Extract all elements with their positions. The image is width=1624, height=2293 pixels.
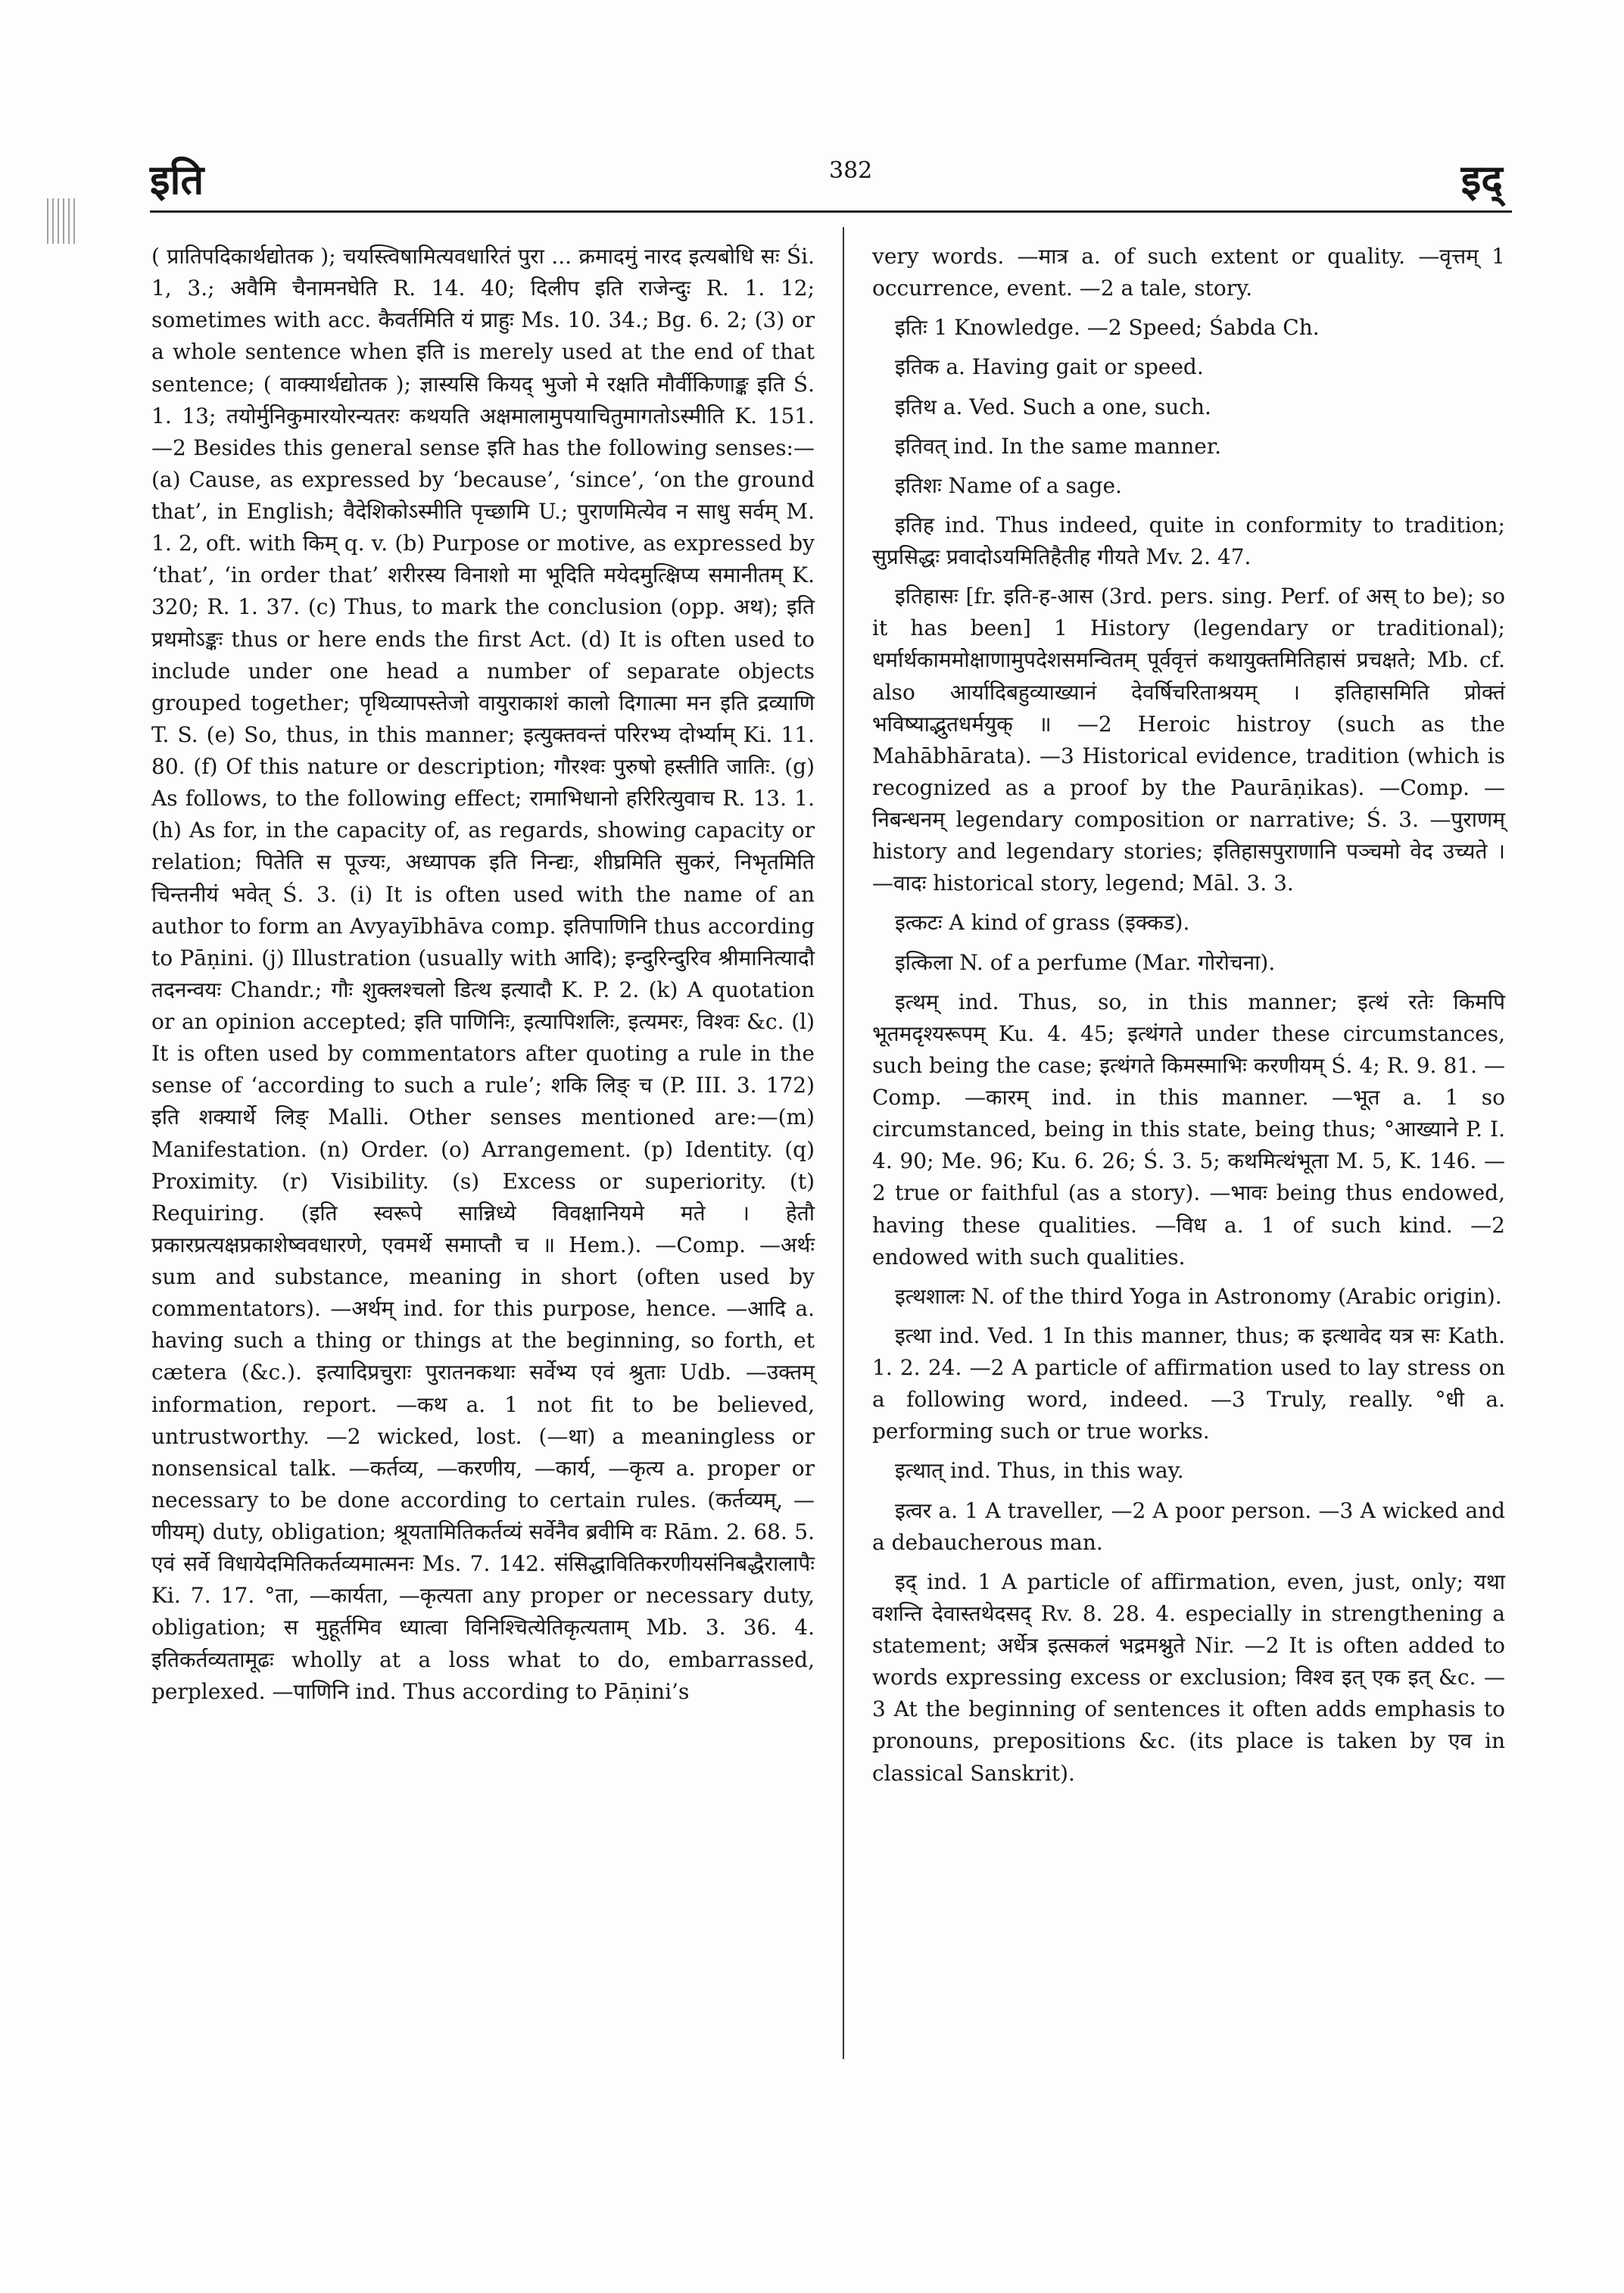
column-divider: [843, 227, 844, 2059]
dictionary-entry-continuation: very words. —मात्र a. of such extent or quality. —वृत्तम् 1 occurrence, event. —2 a tale, story.: [872, 244, 1505, 301]
dictionary-entry: इतिह ind. Thus indeed, quite in conformity to tradition; सुप्रसिद्धः प्रवादोऽयमितिहैतीह गीयते Mv. 2. 47.: [872, 512, 1505, 569]
margin-binding-marks: [47, 198, 77, 244]
dictionary-entry: इत्था ind. Ved. 1 In this manner, thus; क इत्थावेद यत्र सः Kath. 1. 2. 24. —2 A particle of affirmation used to lay stress on a following word, indeed. —3 Truly, really. °धी a. performing such or true works.: [872, 1323, 1505, 1444]
left-column-text: ( प्रातिपदिकार्थद्योतक ); चयस्त्विषामित्यवधारितं पुरा ... क्रमादमुं नारद इत्यबोधि सः Śi. 1, 3.; अवैमि चैनामनघेति R. 14. 40; दिलीप इति राजेन्दुः R. 1. 12; sometimes with acc. कैवर्तमिति यं प्राहुः Ms. 10. 34.; Bg. 6. 2; (3) or a whole sentence when इति is merely used at the end of that sentence; ( वाक्यार्थद्योतक ); ज्ञास्यसि कियद् भुजो मे रक्षति मौर्वीकिणाङ्क इति Ś. 1. 13; तयोर्मुनिकुमारयोरन्यतरः कथयति अक्षमालामुपयाचितुमागतोऽस्मीति K. 151. —2 Besides this general sense इति has the following senses:—(a) Cause, as expressed by ‘because’, ‘since’, ‘on the ground that’, in English; वैदेशिकोऽस्मीति पृच्छामि U.; पुराणमित्येव न साधु सर्वम् M. 1. 2, oft. with किम् q. v. (b) Purpose or motive, as expressed by ‘that’, ‘in order that’ शरीरस्य विनाशो मा भूदिति मयेदमुत्क्षिप्य समानीतम् K. 320; R. 1. 37. (c) Thus, to mark the conclusion (opp. अथ); इति प्रथमोऽङ्कः thus or here ends the first Act. (d) It is often used to include under one head a number of separate objects grouped together; पृथिव्यापस्तेजो वायुराकाशं कालो दिगात्मा मन इति द्रव्याणि T. S. (e) So, thus, in this manner; इत्युक्तवन्तं परिरभ्य दोर्भ्याम् Ki. 11. 80. (f) Of this nature or description; गौरश्वः पुरुषो हस्तीति जातिः. (g) As follows, to the following effect; रामाभिधानो हरिरित्युवाच R. 13. 1. (h) As for, in the capacity of, as regards, showing capacity or relation; पितेति स पूज्यः, अध्यापक इति निन्द्यः, शीघ्रमिति सुकरं, निभृतमिति चिन्तनीयं भवेत् Ś. 3. (i) It is often used with the name of an author to form an Avyayībhāva comp. इतिपाणिनि thus according to Pāṇini. (j) Illustration (usually with आदि); इन्दुरिन्दुरिव श्रीमानित्यादौ तदनन्वयः Chandr.; गौः शुक्लश्चलो डित्थ इत्यादौ K. P. 2. (k) A quotation or an opinion accepted; इति पाणिनिः, इत्यापिशलिः, इत्यमरः, विश्वः &c. (l) It is often used by commentators after quoting a rule in the sense of ‘according to such a rule’; शकि लिङ् च (P. III. 3. 172) इति शक्यार्थे लिङ् Malli. Other senses mentioned are:—(m) Manifestation. (n) Order. (o) Arrangement. (p) Identity. (q) Proximity. (r) Visibility. (s) Excess or superiority. (t) Requiring. (इति स्वरूपे सान्निध्ये विवक्षानियमे मते । हेतौ प्रकारप्रत्यक्षप्रकाशेष्ववधारणे, एवमर्थे समाप्तौ च ॥ Hem.). —Comp. —अर्थः sum and substance, meaning in short (often used by commentators). —अर्थम् ind. for this purpose, hence. —आदि a. having such a thing or things at the beginning, so forth, et cætera (&c.). इत्यादिप्रचुराः पुरातनकथाः सर्वेभ्य एवं श्रुताः Udb. —उक्तम् information, report. —कथ a. 1 not fit to be believed, untrustworthy. —2 wicked, lost. (—था) a meaningless or nonsensical talk. —कर्तव्य, —करणीय, —कार्य, —कृत्य a. proper or necessary to be done according to certain rules. (कर्तव्यम्, —णीयम्) duty, obligation; श्रूयतामितिकर्तव्यं सर्वेनैव ब्रवीमि वः Rām. 2. 68. 5. एवं सर्वे विधायेदमितिकर्तव्यमात्मनः Ms. 7. 142. संसिद्धावितिकरणीयसंनिबद्धैरालापैः Ki. 7. 17. °ता, —कार्यता, —कृत्यता any proper or necessary duty, obligation; स मुहूर्तमिव ध्यात्वा विनिश्चित्येतिकृत्यताम् Mb. 3. 36. 4. इतिकर्तव्यतामूढः wholly at a loss what to do, embarrassed, perplexed. —पाणिनि ind. Thus according to Pāṇini’s: [151, 244, 815, 1704]
dictionary-entry: इत्थात् ind. Thus, in this way.: [895, 1458, 1184, 1484]
header-guide-word-right: इद्: [1460, 155, 1503, 204]
dictionary-entry: इतिहासः [fr. इति-ह-आस (3rd. pers. sing. Perf. of अस् to be); so it has been] 1 History (legendary or traditional); धर्मार्थकाममोक्षाणामुपदेशसमन्वितम् पूर्ववृत्तं कथायुक्तमितिहासं प्रचक्षते; Mb. cf. also आर्यादिबहुव्याख्यानं देवर्षिचरिताश्रयम् । इतिहासमिति प्रोक्तं भविष्याद्भुतधर्मयुक् ॥ —2 Heroic histroy (such as the Mahābhārata). —3 Historical evidence, tradition (which is recognized as a proof by the Paurāṇikas). —Comp. —निबन्धनम् legendary composition or narrative; Ś. 3. —पुराणम् history and legendary stories; इतिहासपुराणानि पञ्चमो वेद उच्यते । —वादः historical story, legend; Māl. 3. 3.: [872, 584, 1505, 896]
header-rule: [150, 210, 1512, 213]
dictionary-entry: इत्थशालः N. of the third Yoga in Astronomy (Arabic origin).: [895, 1283, 1502, 1309]
dictionary-entry: इद् ind. 1 A particle of affirmation, even, just, only; यथा वशन्ति देवास्तथेदसद् Rv. 8. 28. 4. especially in strengthening a statement; अर्धेत्र इत्सकलं भद्रमश्नुते Nir. —2 It is often added to words expressing excess or exclusion; विश्व इत् एक इत् &c. —3 At the beginning of sentences it often adds emphasis to pronouns, prepositions &c. (its place is taken by एव in classical Sanskrit).: [872, 1569, 1505, 1786]
left-column: [151, 241, 815, 1708]
page-number: 382: [829, 157, 873, 184]
dictionary-entry: इत्किला N. of a perfume (Mar. गोरोचना).: [895, 949, 1276, 975]
dictionary-entry: इतिशः Name of a sage.: [895, 472, 1122, 498]
dictionary-entry: इत्कटः A kind of grass (इक्कड).: [895, 910, 1190, 936]
header-guide-word-left: इति: [150, 155, 204, 204]
dictionary-entry: इतिवत् ind. In the same manner.: [895, 433, 1222, 459]
dictionary-entry: इतिः 1 Knowledge. —2 Speed; Śabda Ch.: [895, 315, 1320, 341]
dictionary-entry: इतिक a. Having gait or speed.: [895, 354, 1204, 380]
dictionary-entry: इत्थम् ind. Thus, so, in this manner; इत्थं रतेः किमपि भूतमदृश्यरूपम् Ku. 4. 45; इत्थंगते under these circumstances, such being the case; इत्थंगते किमस्माभिः करणीयम् Ś. 4; R. 9. 81. —Comp. —कारम् ind. in this manner. —भूत a. 1 so circumstanced, being in this state, being thus; °आख्याने P. I. 4. 90; Me. 96; Ku. 6. 26; Ś. 3. 5; कथमित्थंभूता M. 5, K. 146. —2 true or faithful (as a story). —भावः being thus endowed, having these qualities. —विध a. 1 of such kind. —2 endowed with such qualities.: [872, 989, 1505, 1270]
dictionary-entry: इत्वर a. 1 A traveller, —2 A poor person. —3 A wicked and a debaucherous man.: [872, 1497, 1505, 1555]
dictionary-entry: इतिथ a. Ved. Such a one, such.: [895, 394, 1211, 419]
right-column: [872, 241, 1505, 1797]
